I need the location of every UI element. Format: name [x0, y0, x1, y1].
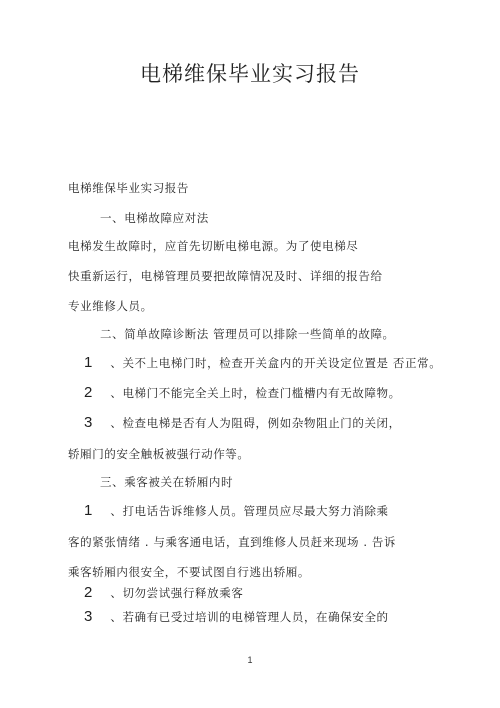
paragraph-line: 专业维修人员。 — [68, 299, 153, 313]
list-item-text: 、若确有已受过培训的电梯管理人员，在确保安全的 — [110, 610, 389, 624]
list-item-number: 2 — [84, 584, 93, 601]
list-item-text: 、检查电梯是否有人为阻碍，例如杂物阻止门的关闭， — [110, 416, 401, 430]
section-heading-1: 一、电梯故障应对法 — [100, 211, 209, 225]
list-item-text: 、打电话告诉维修人员。管理员应尽最大努力消除乘 — [110, 504, 389, 518]
list-item-number: 3 — [84, 608, 93, 625]
paragraph-line: 快重新运行，电梯管理员要把故障情况及时、详细的报告给 — [68, 269, 383, 283]
list-item — [84, 608, 389, 625]
list-item — [84, 384, 401, 401]
document-title: 电梯维保毕业实习报告 — [140, 62, 360, 86]
list-item — [84, 502, 389, 519]
list-item — [84, 584, 243, 601]
paragraph-line: 乘客轿厢内很安全，不要试图自行逃出轿厢。 — [68, 565, 310, 579]
list-item — [84, 414, 401, 431]
list-item-number: 2 — [84, 384, 93, 401]
list-item-text: 、关不上电梯门时，检查开关盒内的开关设定位置是 否正常。 — [110, 356, 442, 370]
list-item-number: 1 — [84, 354, 93, 371]
paragraph-line: 电梯发生故障时，应首先切断电梯电源。为了使电梯尽 — [68, 239, 359, 253]
list-item-text: 、电梯门不能完全关上时，检查门槛槽内有无故障物。 — [110, 386, 401, 400]
list-item-number: 1 — [84, 502, 93, 519]
paragraph-line: 客的紧张情绪 . 与乘客通电话，直到维修人员赶来现场 . 告诉 — [68, 535, 397, 549]
list-item-number: 3 — [84, 414, 93, 431]
list-item — [84, 354, 441, 371]
page-number: 1 — [247, 655, 253, 665]
section-heading-2: 二、简单故障诊断法 管理员可以排除一些简单的故障。 — [100, 327, 395, 341]
list-item-text: 、切勿尝试强行释放乘客 — [110, 586, 244, 600]
paragraph-line: 轿厢门的安全触板被强行动作等。 — [68, 447, 250, 461]
section-heading-3: 三、乘客被关在轿厢内时 — [100, 475, 234, 489]
document-subtitle: 电梯维保毕业实习报告 — [68, 181, 189, 195]
